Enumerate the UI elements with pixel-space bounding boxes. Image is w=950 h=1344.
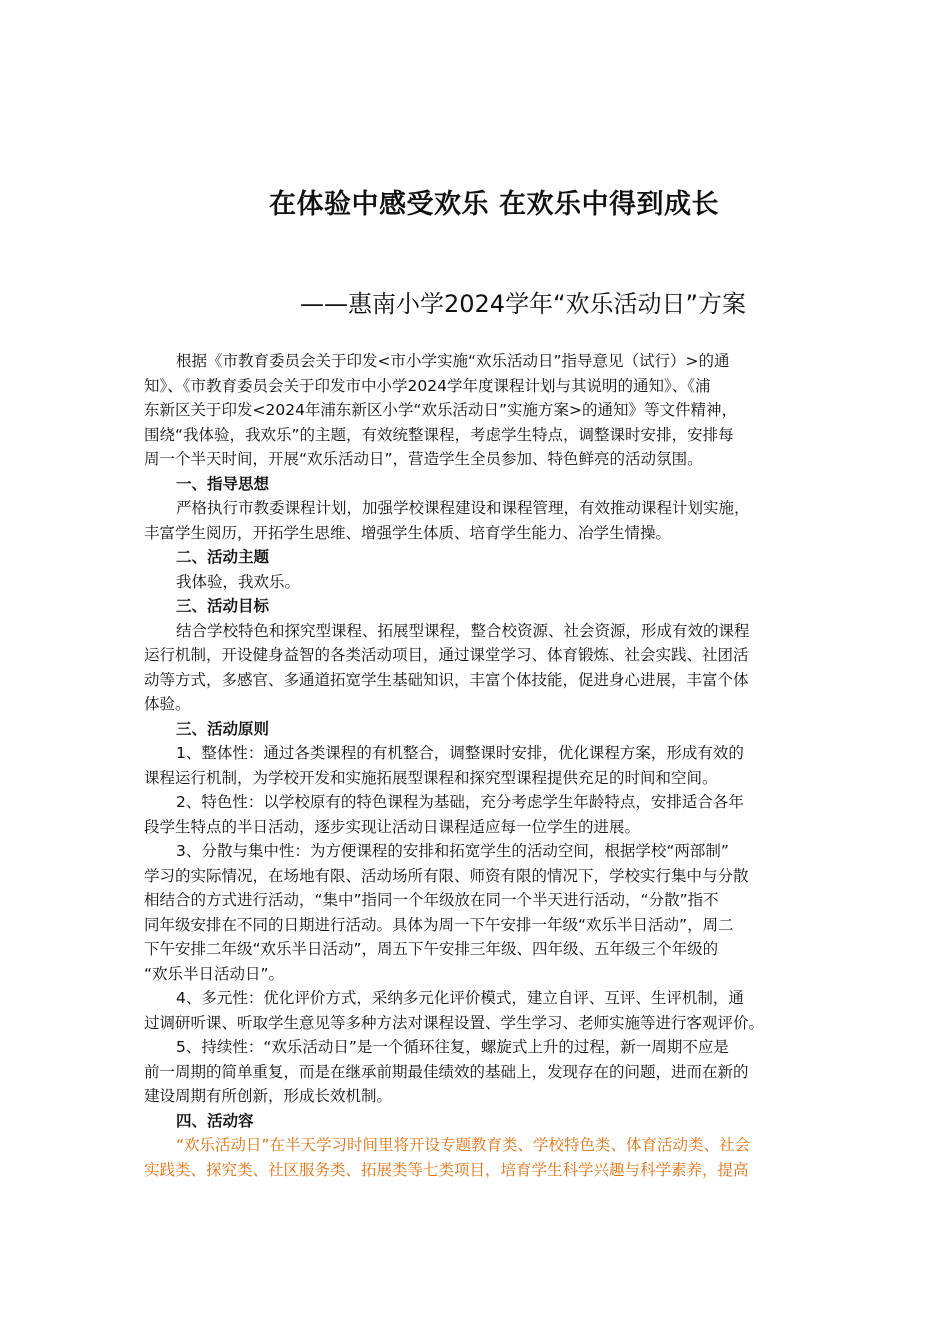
- section-heading: 二、活动主题: [176, 548, 270, 566]
- text-line: 我体验，我欢乐。: [176, 572, 301, 591]
- text-line: 周一个半天时间，开展“欢乐活动日”，营造学生全员参加、特色鲜亮的活动氛围。: [144, 450, 703, 468]
- text-line: 体验。: [144, 695, 191, 713]
- text-line: 学习的实际情况，在场地有限、活动场所有限、师资有限的情况下，学校实行集中与分散: [144, 866, 749, 885]
- text-line: 围绕“我体验，我欢乐”的主题，有效统整课程，考虑学生特点，调整课时安排，安排每: [144, 425, 734, 444]
- document-title: 在体验中感受欢乐 在欢乐中得到成长: [269, 189, 719, 220]
- text-line: 5、持续性：“欢乐活动日”是一个循环往复，螺旋式上升的过程，新一周期不应是: [176, 1038, 729, 1056]
- text-line: 运行机制，开设健身益智的各类活动项目，通过课堂学习、体育锻炼、社会实践、社团活: [144, 646, 749, 664]
- text-line: 过调研听课、听取学生意见等多种方法对课程设置、学生学习、老师实施等进行客观评价。: [144, 1013, 765, 1032]
- text-line: 4、多元性：优化评价方式，采纳多元化评价模式，建立自评、互评、生评机制，通: [176, 989, 744, 1007]
- text-line: “欢乐半日活动日”。: [144, 964, 285, 983]
- section-heading: 三、活动原则: [176, 719, 270, 738]
- text-line: 实践类、探究类、社区服务类、拓展类等七类项目，培育学生科学兴趣与科学素养，提高: [144, 1160, 749, 1179]
- text-line: 根据《市教育委员会关于印发<市小学实施“欢乐活动日”指导意见（试行）>的通: [176, 352, 730, 370]
- text-line: 3、分散与集中性：为方便课程的安排和拓宽学生的活动空间，根据学校“两部制”: [176, 842, 729, 860]
- text-line: 下午安排二年级“欢乐半日活动”，周五下午安排三年级、四年级、五年级三个年级的: [144, 940, 719, 958]
- text-line: 课程运行机制，为学校开发和实施拓展型课程和探究型课程提供充足的时间和空间。: [144, 768, 718, 787]
- text-line: 结合学校特色和探究型课程、拓展型课程，整合校资源、社会资源，形成有效的课程: [176, 621, 750, 640]
- text-line: 1、整体性：通过各类课程的有机整合，调整课时安排，优化课程方案，形成有效的: [176, 744, 744, 762]
- text-line: 前一周期的简单重复，而是在继承前期最佳绩效的基础上，发现存在的问题，进而在新的: [144, 1062, 749, 1081]
- text-line: 同年级安排在不同的日期进行活动。具体为周一下午安排一年级“欢乐半日活动”，周二: [144, 915, 734, 934]
- text-line: 动等方式，多感官、多通道拓宽学生基础知识，丰富个体技能，促进身心进展，丰富个体: [144, 670, 749, 689]
- text-line: 丰富学生阅历，开拓学生思维、增强学生体质、培育学生能力、冶学生情操。: [144, 523, 672, 542]
- document-subtitle: ——惠南小学2024学年“欢乐活动日”方案: [300, 290, 746, 318]
- document-body: [144, 349, 812, 1182]
- text-line: 段学生特点的半日活动，逐步实现让活动日课程适应每一位学生的进展。: [144, 817, 641, 836]
- text-line: 东新区关于印发<2024年浦东新区小学“欢乐活动日”实施方案>的通知》等文件精神，: [144, 401, 737, 419]
- text-line: 2、特色性：以学校原有的特色课程为基础，充分考虑学生年龄特点，安排适合各年: [176, 793, 744, 811]
- text-line: 严格执行市教委课程计划，加强学校课程建设和课程管理，有效推动课程计划实施，: [176, 499, 750, 517]
- section-heading: 三、活动目标: [176, 597, 270, 615]
- text-line: 建设周期有所创新，形成长效机制。: [144, 1087, 393, 1105]
- section-heading: 四、活动容: [176, 1111, 254, 1130]
- text-line: “欢乐活动日”在半天学习时间里将开设专题教育类、学校特色类、体育活动类、社会: [176, 1136, 751, 1154]
- text-line: 知》、《市教育委员会关于印发市中小学2024学年度课程计划与其说明的通知》、《浦: [144, 376, 711, 395]
- section-heading: 一、指导思想: [176, 474, 270, 493]
- text-line: 相结合的方式进行活动，“集中”指同一个年级放在同一个半天进行活动，“分散”指不: [144, 891, 719, 909]
